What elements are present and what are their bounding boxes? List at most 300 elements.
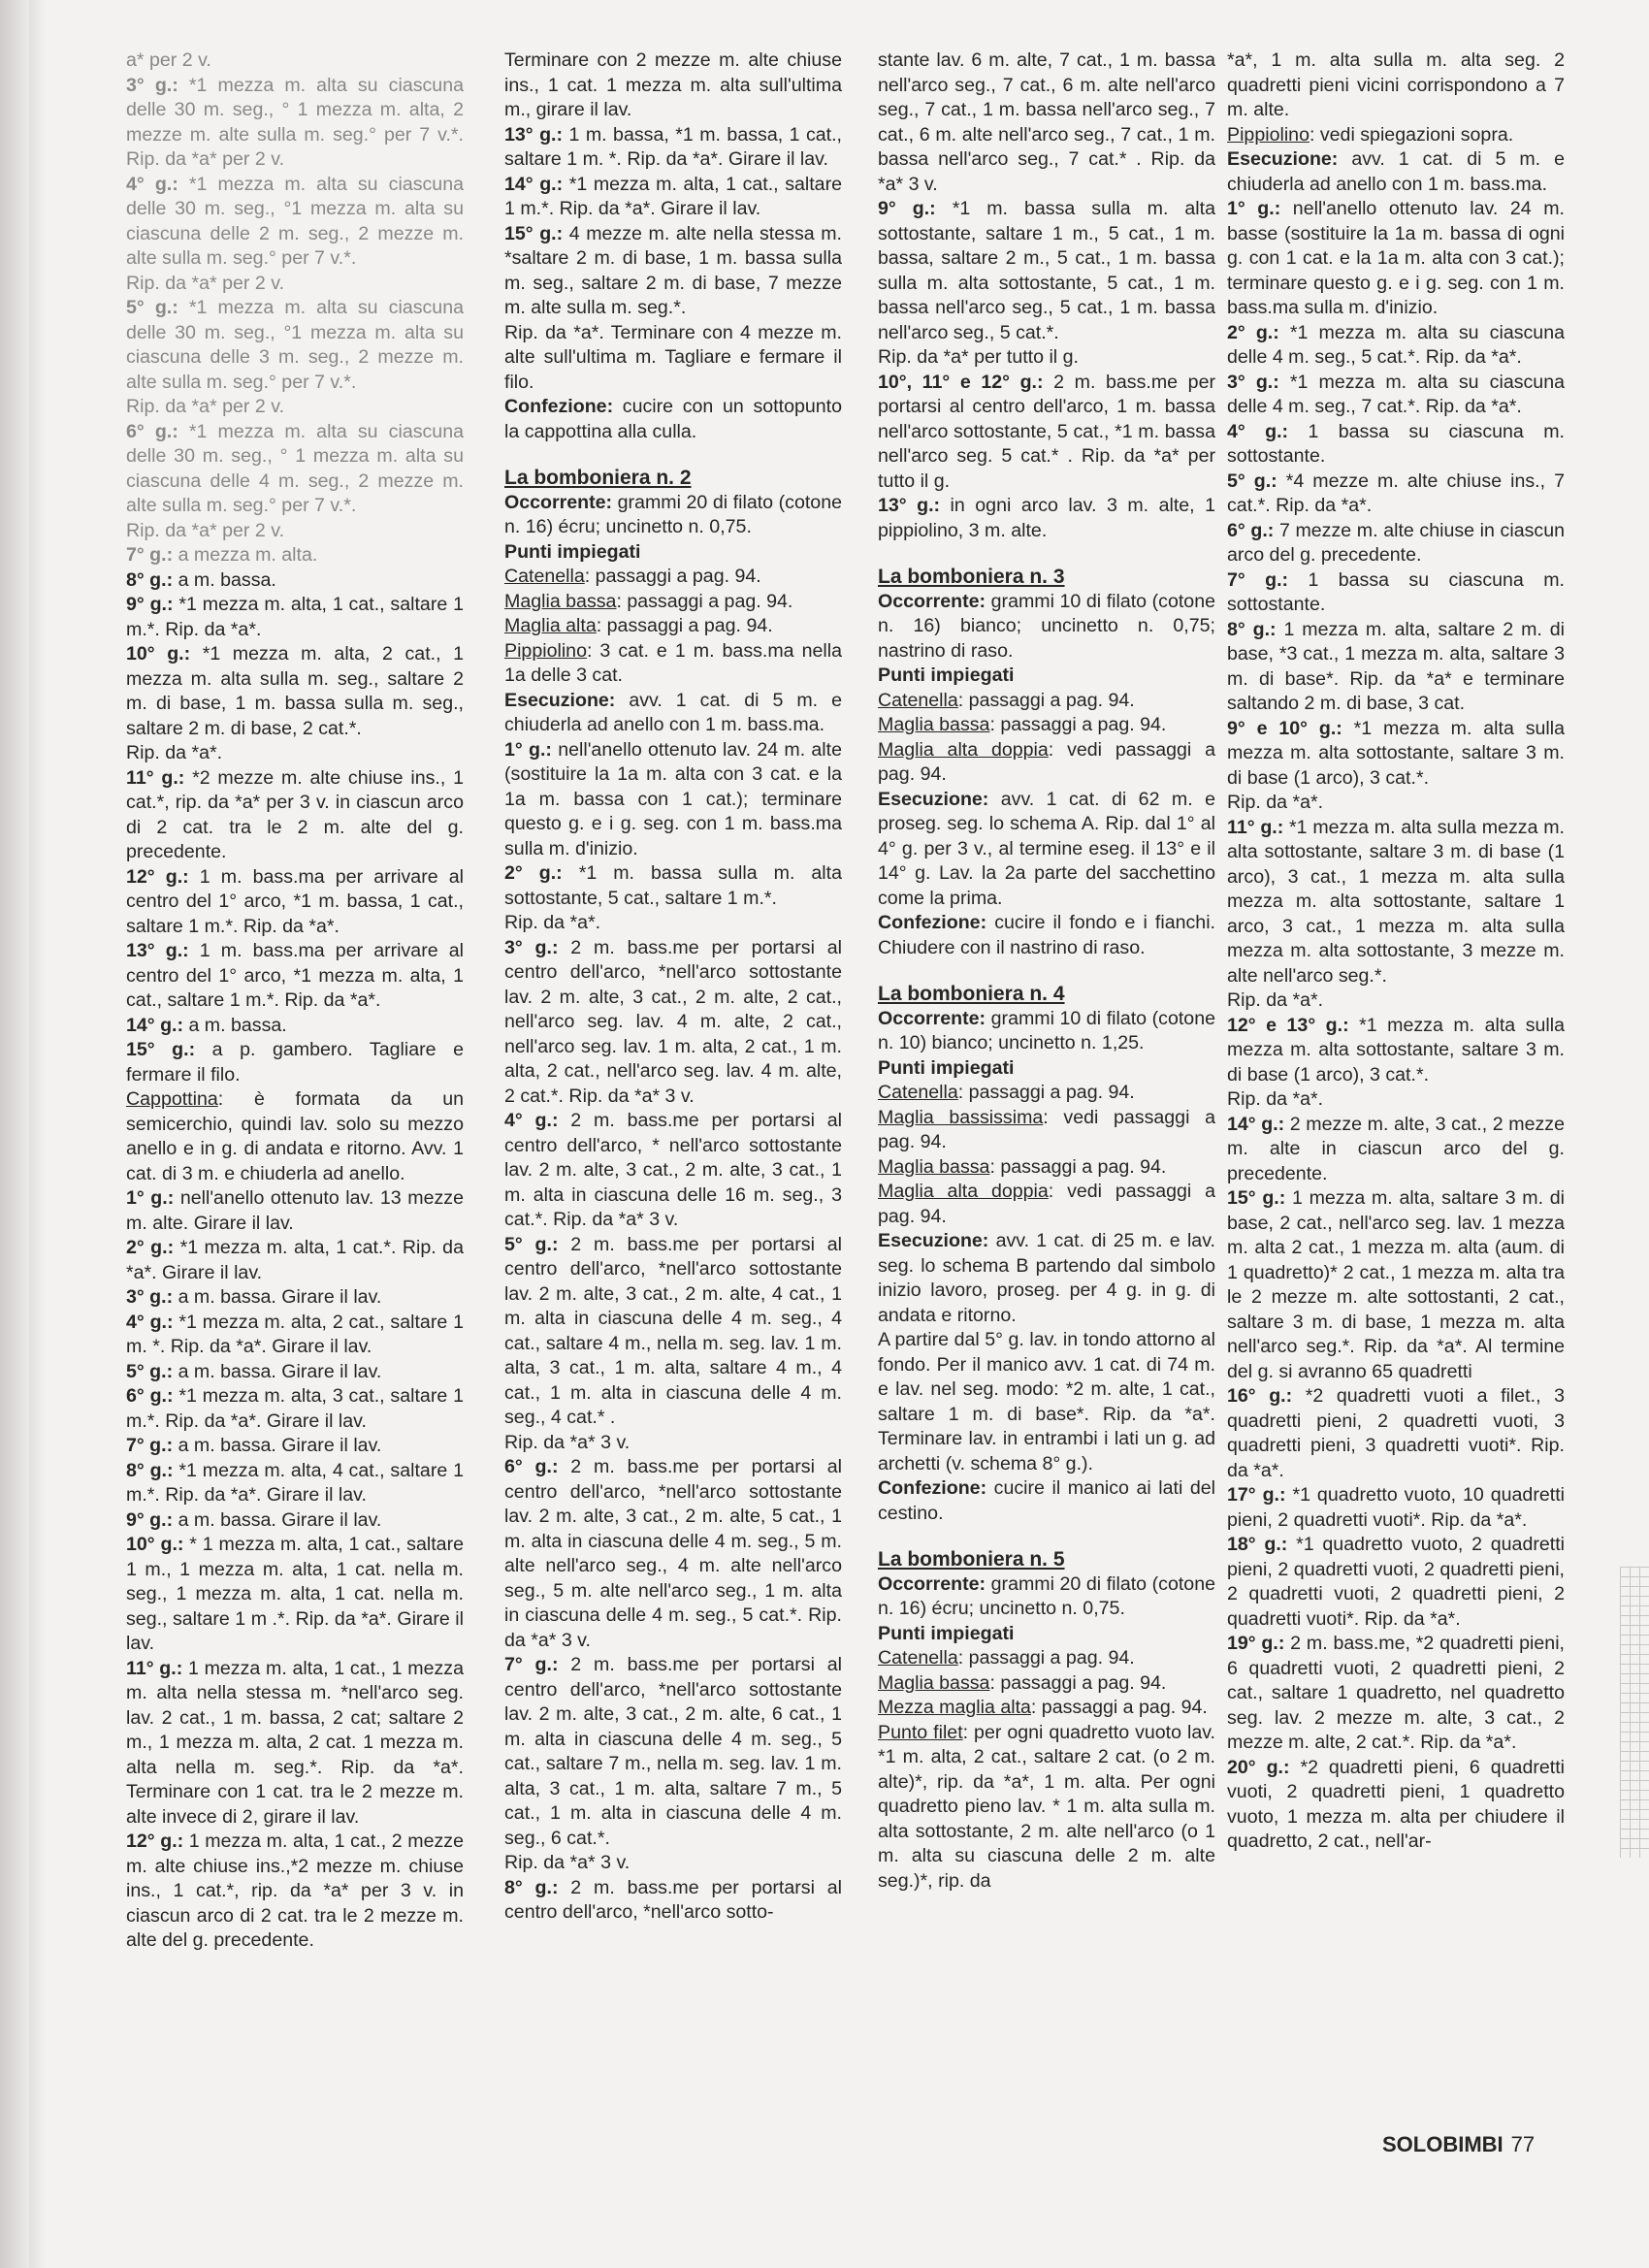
instruction-paragraph [504,123,842,173]
instruction-paragraph [126,1533,464,1657]
instruction-paragraph [504,1851,842,1876]
instruction-text: avv. 1 cat. di 62 m. e proseg. seg. lo schema A. Rip. dal 1° al 4° g. per 3 v., al termine eseg. il 13° e il 14° g. Lav. la 2a parte del sacchettino come la prima. [878,788,1215,909]
instruction-text: a m. bassa. [173,568,276,591]
instruction-text: a* per 2 v. [126,49,211,71]
instruction-text: grammi 20 di filato (cotone n. 16) écru; uncinetto n. 0,75. [878,1572,1215,1619]
instruction-paragraph [126,296,464,395]
step-label: 3° g.: [126,74,178,96]
step-label: 13° g.: [504,123,564,146]
instruction-text: a m. bassa. Girare il lav. [173,1360,382,1382]
step-label: 8° g.: [126,1459,174,1481]
instruction-text: 2 m. bass.me per portarsi al centro dell'arco, *nell'arco sottostante lav. 2 m. alte, 3 cat., 2 m. alte, 5 cat., 1 m. alta in ciascuna delle 4 m. seg., 5 m. alte nell'arco seg., 4 m. alte nell'arco seg., 5 m. alte nell'arco seg., 1 m. alta in ciascuna delle 4 m. seg., 5 cat.*. Rip. da *a* 3 v. [504,1456,842,1651]
section-heading: La bomboniera n. 4 [878,983,1065,1005]
chart-grid-edge [1620,1567,1649,1858]
instruction-paragraph [1227,321,1565,371]
instruction-text: *1 mezza m. alta su ciascuna delle 30 m. seg., °1 mezza m. alta su ciascuna delle 2 m. seg., 2 mezze m. alte sulla m. seg.° per 7 v.*. [126,173,464,269]
step-label: 5° g.: [1227,470,1277,492]
instruction-text: 1 bassa su ciascuna m. sottostante. [1227,568,1565,615]
instruction-paragraph [126,420,464,519]
step-label: 4° g.: [504,1110,559,1131]
instruction-text: 1 mezza m. alta, 1 cat., 2 mezze m. alte chiuse ins.,*2 mezze m. chiuse ins., 1 cat.*, rip. da *a* per 3 v. in ciascun arco di 2 cat. tra le 2 mezze m. alte del g. precedente. [126,1831,464,1951]
step-label: Confezione: [504,396,614,417]
instruction-paragraph [504,173,842,222]
instruction-paragraph [126,568,464,594]
instruction-paragraph [1227,988,1565,1014]
step-label: Confezione: [878,912,987,933]
instruction-paragraph [878,197,1215,345]
instruction-paragraph [126,642,464,741]
instruction-paragraph [126,1384,464,1434]
instruction-paragraph [878,1007,1215,1056]
step-label: 9° g.: [878,198,936,219]
step-label: 9° g.: [126,1508,174,1531]
instruction-text: grammi 10 di filato (cotone n. 16) bianco; uncinetto n. 0,75; nastrino di raso. [878,590,1215,662]
stitch-name: Maglia alta doppia [878,1181,1049,1202]
instruction-text: 2 m. bass.me per portarsi al centro dell'arco, *nell'arco sottostante lav. 2 m. alte, 3 cat., 2 m. alte, 4 cat., 1 m. alta in ciascuna delle 4 m. seg., 4 cat., saltare 4 m., nella m. seg. lav. 1 m. alta, 3 cat., 1 m. alta, saltare 4 m., 4 cat., 1 m. alta in ciascuna delle 4 m. seg., 4 cat.* . [504,1233,842,1428]
instruction-paragraph [504,222,842,321]
instruction-paragraph [1227,816,1565,989]
instruction-text: : vedi passaggi a pag. 94. [878,738,1215,785]
instruction-text: avv. 1 cat. di 25 m. e lav. seg. lo schema B partendo dal simbolo inizio lavoro, proseg. per 4 g. in g. di andata e ritorno. [878,1230,1215,1326]
instruction-paragraph [1227,1533,1565,1632]
instruction-text: : vedi spiegazioni sopra. [1309,123,1514,146]
instruction-text: *2 quadretti pieni, 6 quadretti vuoti, 2 quadretti pieni, 1 quadretto vuoto, 1 mezza m. alta per chiudere il quadretto, 2 cat., nell'ar- [1227,1756,1565,1852]
step-label: Esecuzione: [504,689,616,711]
instruction-paragraph [1227,791,1565,816]
instruction-paragraph [504,1876,842,1926]
instruction-text: Rip. da *a* per 2 v. [126,272,285,294]
step-label: 5° g.: [126,297,178,318]
step-label: 13° g.: [878,495,941,516]
column-2 [504,49,842,2192]
instruction-text: 2 m. bass.me per portarsi al centro dell'arco, 1 m. bassa nell'arco sottostante, 5 cat., *1 m. bassa nell'arco seg. 5 cat.* . Rip. da *a* per tutto il g. [878,371,1215,492]
instruction-text: Rip. da *a*. [126,742,223,763]
text-columns [0,49,1649,2192]
instruction-paragraph [878,590,1215,664]
instruction-text: *1 mezza m. alta, 2 cat., saltare 1 m. *. Rip. da *a*. Girare il lav. [126,1311,464,1357]
step-label: 11° g.: [126,1657,183,1679]
instruction-text: *1 mezza m. alta sulla mezza m. alta sottostante, saltare 3 m. di base (1 arco), 3 cat., 1 mezza m. alta sulla mezza m. alta sottostante, saltare 1 arco, 3 cat., 1 mezza m. alta sulla mezza m. alta sottostante, 3 mezze m. alte nell'arco seg.*. [1227,816,1565,987]
step-label: Punti impiegati [878,664,1015,686]
instruction-paragraph [504,639,842,689]
instruction-paragraph [126,1038,464,1087]
instruction-paragraph [504,49,842,123]
instruction-paragraph [1227,1014,1565,1088]
instruction-paragraph [1227,420,1565,470]
step-label: 15° g.: [126,1039,196,1060]
instruction-text: *a*, 1 m. alta sulla m. alta seg. 2 quadretti pieni vicini corrispondono a 7 m. alte. [1227,49,1565,120]
step-label: 10° g.: [126,643,191,664]
instruction-paragraph [126,593,464,642]
instruction-paragraph [504,1109,842,1233]
instruction-text: Rip. da *a*. Terminare con 4 mezze m. alte sull'ultima m. Tagliare e fermare il filo. [504,321,842,393]
section-heading: La bomboniera n. 5 [878,1548,1065,1571]
instruction-paragraph [1227,1113,1565,1187]
instruction-paragraph [878,788,1215,912]
instruction-text: *1 mezza m. alta, 1 cat., saltare 1 m.*. Rip. da *a*. [126,594,464,640]
instruction-text: *1 m. bassa sulla m. alta sottostante, 5 cat., saltare 1 m.*. [504,862,842,909]
instruction-text: cucire con un sottopunto la cappottina alla culla. [504,396,842,442]
instruction-text: nell'anello ottenuto lav. 13 mezze m. alte. Girare il lav. [126,1187,464,1234]
page-footer [1382,2132,1535,2157]
column-4 [1227,49,1565,2192]
step-label: 17° g.: [1227,1484,1286,1506]
step-label: 14° g.: [126,1014,184,1036]
step-label: 8° g.: [126,568,174,591]
instruction-paragraph [504,861,842,911]
instruction-paragraph [1227,519,1565,568]
step-label: 8° g.: [1227,618,1277,640]
instruction-text: a m. bassa. Girare il lav. [173,1435,382,1456]
instruction-paragraph [126,519,464,544]
step-label: 6° g.: [504,1456,559,1477]
stitch-name: Maglia alta doppia [878,738,1049,761]
step-label: 3° g.: [504,936,559,958]
step-label: Punti impiegati [878,1056,1015,1079]
column-3 [878,49,1215,2192]
step-label: 20° g.: [1227,1756,1290,1778]
instruction-text: 1 m. bass.ma per arrivare al centro del 1° arco, *1 mezza m. alta, 1 cat., saltare 1 m.*. Rip. da *a*. [126,940,464,1011]
stitch-name: Maglia bassa [878,714,990,735]
step-label: Confezione: [878,1477,987,1499]
step-label: 6° g.: [1227,519,1275,541]
instruction-text: 7 mezze m. alte chiuse in ciascun arco del g. precedente. [1227,519,1565,566]
step-label: 7° g.: [1227,568,1289,591]
instruction-text: *1 mezza m. alta su ciascuna delle 30 m. seg., ° 1 mezza m. alta su ciascuna delle 4 m. seg., 2 mezze m. alte sulla m. seg.° per 7 v.*. [126,420,464,516]
stitch-name: Pippiolino [504,639,587,662]
instruction-text: cucire il manico ai lati del cestino. [878,1477,1215,1524]
instruction-paragraph [878,689,1215,714]
instruction-text: 1 bassa su ciascuna m. sottostante. [1227,420,1565,467]
step-label: Occorrente: [878,1007,986,1029]
stitch-name: Cappottina [126,1088,218,1110]
section-heading: La bomboniera n. 3 [878,566,1065,588]
instruction-paragraph [126,49,464,74]
instruction-paragraph [504,614,842,639]
instruction-paragraph [878,1721,1215,1895]
step-label: 10° g.: [126,1534,184,1555]
instruction-text: a m. bassa. Girare il lav. [173,1286,382,1308]
step-label: Occorrente: [504,491,613,513]
instruction-text: *4 mezze m. alte chiuse ins., 7 cat.*. Rip. da *a*. [1227,470,1565,516]
instruction-paragraph [878,664,1215,689]
step-label: Esecuzione: [878,788,989,810]
instruction-paragraph [504,1653,842,1851]
instruction-text: stante lav. 6 m. alte, 7 cat., 1 m. bassa nell'arco seg., 7 cat., 6 m. alte nell'arco seg., 7 cat., 1 m. bassa nell'arco seg., 7 cat., 6 m. alte nell'arco seg., 7 cat., 1 m. bassa nell'arco seg., 7 cat.* . Rip. da *a* 3 v. [878,49,1215,195]
instruction-paragraph [126,1434,464,1459]
instruction-text: 2 m. bass.me per portarsi al centro dell'arco, * nell'arco sottostante lav. 2 m. alte, 3 cat., 2 m. alte, 3 cat., 1 m. alta in ciascuna delle 16 m. seg., 3 cat.*. Rip. da *a* 3 v. [504,1110,842,1230]
instruction-paragraph [504,590,842,615]
step-label: 1° g.: [126,1187,175,1209]
instruction-text: a mezza m. alta. [173,544,318,566]
instruction-text: *1 mezza m. alta, 3 cat., saltare 1 m.*. Rip. da *a*. Girare il lav. [126,1385,464,1432]
instruction-text: : passaggi a pag. 94. [957,1647,1135,1669]
instruction-text: *1 quadretto vuoto, 10 quadretti pieni, 2 quadretti vuoti*. Rip. da *a*. [1227,1484,1565,1531]
section-heading: La bomboniera n. 2 [504,467,692,489]
instruction-text: : per ogni quadretto vuoto lav. *1 m. alta, 2 cat., saltare 2 cat. (o 2 m. alte)*, rip. da *a*, 1 m. alta. Per ogni quadretto pieno lav. * 1 m. alta sulla m. alta sottostante, 2 m. alte nell'arco (o 1 m. alta su ciascuna delle 2 m. alte seg.)*, rip. da [878,1721,1215,1892]
step-label: 7° g.: [126,544,174,566]
column-1 [126,49,464,2192]
instruction-text: *1 mezza m. alta, 2 cat., 1 mezza m. alta sulla m. seg., saltare 2 m. di base, 1 m. bassa sulla m. seg., saltare 2 m. di base, 2 cat.*. [126,643,464,739]
instruction-paragraph [1227,1483,1565,1533]
step-label: 5° g.: [126,1360,174,1382]
instruction-text: *1 m. bassa sulla m. alta sottostante, saltare 1 m., 5 cat., 1 m. bassa, saltare 2 m., 5 cat., 1 m. bassa sulla m. alta sottostante, 5 cat., 1 m. bassa nell'arco seg., 5 cat., 1 m. bassa nell'arco seg., 5 cat.*. [878,198,1215,343]
instruction-paragraph [878,494,1215,543]
instruction-text: Rip. da *a* 3 v. [504,1431,630,1453]
instruction-paragraph [504,395,842,444]
instruction-paragraph [126,766,464,865]
step-label: 11° g.: [126,766,185,789]
instruction-paragraph [878,1056,1215,1082]
instruction-paragraph [1227,371,1565,420]
stitch-name: Catenella [878,689,958,711]
stitch-name: Mezza maglia alta [878,1697,1031,1718]
step-label: Occorrente: [878,590,986,612]
instruction-paragraph [504,911,842,936]
instruction-paragraph [878,1229,1215,1328]
instruction-paragraph [126,1830,464,1954]
instruction-text: *1 mezza m. alta sulla mezza m. alta sottostante, saltare 3 m. di base (1 arco), 3 cat.*. [1227,717,1565,789]
instruction-text: Terminare con 2 mezze m. alte chiuse ins., 1 cat. 1 mezza m. alta sull'ultima m., girare il lav. [504,49,842,120]
step-label: 4° g.: [126,1311,174,1333]
instruction-text: : passaggi a pag. 94. [957,1082,1135,1103]
step-label: 14° g.: [504,173,564,195]
instruction-paragraph [1227,1186,1565,1384]
instruction-paragraph [504,936,842,1110]
instruction-paragraph [1227,717,1565,792]
instruction-paragraph [1227,49,1565,123]
instruction-paragraph [504,1233,842,1431]
instruction-paragraph [878,345,1215,371]
instruction-paragraph [1227,147,1565,197]
instruction-paragraph [126,1360,464,1385]
instruction-paragraph [126,1285,464,1311]
instruction-paragraph [878,1671,1215,1697]
instruction-paragraph [878,49,1215,197]
instruction-paragraph [878,1081,1215,1106]
instruction-text: 4 mezze m. alte nella stessa m. *saltare 2 m. di base, 1 m. bassa sulla m. seg., saltare 2 m. di base, 7 mezze m. alte sulla m. seg.*. [504,222,842,318]
instruction-text: 2 m. bass.me per portarsi al centro dell'arco, *nell'arco sotto- [504,1876,842,1923]
step-label: Esecuzione: [878,1230,989,1251]
instruction-paragraph [1227,568,1565,618]
step-label: 3° g.: [126,1286,174,1308]
instruction-paragraph [126,395,464,420]
step-label: 15° g.: [1227,1187,1286,1209]
stitch-name: Catenella [878,1647,958,1669]
stitch-name: Maglia bassa [504,590,617,612]
instruction-paragraph [878,911,1215,960]
instruction-text: a p. gambero. Tagliare e fermare il filo. [126,1039,464,1085]
instruction-text: 1 m. bassa, *1 m. bassa, 1 cat., saltare 1 m. *. Rip. da *a*. Girare il lav. [504,123,842,170]
instruction-text: *2 quadretti vuoti a filet., 3 quadretti pieni, 2 quadretti vuoti, 3 quadretti pieni, 3 quadretti vuoti*. Rip. da *a*. [1227,1385,1565,1481]
instruction-text: *1 mezza m. alta su ciascuna delle 4 m. seg., 5 cat.*. Rip. da *a*. [1227,321,1565,368]
instruction-paragraph [126,543,464,568]
step-label: 9° g.: [126,594,174,615]
instruction-text: a m. bassa. Girare il lav. [173,1508,382,1531]
instruction-paragraph [878,1106,1215,1155]
instruction-paragraph [878,713,1215,738]
step-label: 19° g.: [1227,1633,1285,1654]
instruction-text: : 3 cat. e 1 m. bass.ma nella 1a delle 3 cat. [504,639,842,686]
instruction-paragraph [504,1455,842,1653]
instruction-text: *2 mezze m. alte chiuse ins., 1 cat.*, rip. da *a* per 3 v. in ciascun arco di 2 cat. tra le 2 m. alte del g. precedente. [126,766,464,862]
instruction-text: : vedi passaggi a pag. 94. [878,1181,1215,1227]
instruction-paragraph [1227,1756,1565,1855]
instruction-text: Rip. da *a* per tutto il g. [878,346,1079,368]
step-label: 13° g.: [126,940,189,961]
instruction-paragraph [878,1180,1215,1229]
instruction-paragraph [878,371,1215,495]
step-label: Punti impiegati [878,1622,1015,1644]
instruction-paragraph [1227,618,1565,717]
instruction-paragraph [504,491,842,540]
instruction-text: : passaggi a pag. 94. [1030,1697,1208,1718]
instruction-text: 2 m. bass.me per portarsi al centro dell'arco, *nell'arco sottostante lav. 2 m. alte, 3 cat., 2 m. alte, 2 cat., nell'arco seg. lav. 4 m. alte, 2 cat., nell'arco seg. lav. 1 m. alta, 2 cat., 1 m. alta, 2 cat., nell'arco seg. lav. 4 m. alte, 2 cat.*. Rip. da *a* 3 v. [504,936,842,1107]
instruction-text: Rip. da *a*. [1227,989,1324,1011]
instruction-text: * 1 mezza m. alta, 1 cat., saltare 1 m., 1 mezza m. alta, 1 cat. nella m. seg., 1 mezza m. alta, 1 cat. nella m. seg., saltare 1 m .*. Rip. da *a*. Girare il lav. [126,1534,464,1654]
step-label: Esecuzione: [1227,148,1339,170]
step-label: Punti impiegati [504,540,641,563]
instruction-paragraph [878,1572,1215,1622]
step-label: 9° e 10° g.: [1227,717,1342,739]
step-label: 18° g.: [1227,1534,1288,1555]
step-label: 7° g.: [504,1654,559,1675]
instruction-text: Rip. da *a*. [504,912,601,933]
instruction-text: *1 mezza m. alta su ciascuna delle 30 m. seg., °1 mezza m. alta su ciascuna delle 3 m. seg., 2 mezze m. alte sulla m. seg.° per 7 v.*. [126,297,464,393]
instruction-text: : vedi passaggi a pag. 94. [878,1106,1215,1152]
instruction-text: *1 mezza m. alta su ciascuna delle 4 m. seg., 7 cat.*. Rip. da *a*. [1227,371,1565,417]
instruction-text: : passaggi a pag. 94. [596,615,773,636]
instruction-text: Rip. da *a* per 2 v. [126,396,285,417]
instruction-paragraph [504,738,842,862]
instruction-text: *1 mezza m. alta, 4 cat., saltare 1 m.*. Rip. da *a*. Girare il lav. [126,1459,464,1506]
step-label: 2° g.: [1227,321,1279,343]
step-label: 12° g.: [126,865,189,888]
instruction-paragraph [1227,1384,1565,1483]
instruction-paragraph [126,272,464,297]
instruction-paragraph [126,1459,464,1508]
stitch-name: Maglia alta [504,615,597,636]
instruction-text: in ogni arco lav. 3 m. alte, 1 pippiolino, 3 m. alte. [878,495,1215,541]
instruction-text: 2 m. bass.me per portarsi al centro dell'arco, *nell'arco sottostante lav. 2 m. alte, 3 cat., 2 m. alte, 6 cat., 1 m. alta in ciascuna delle 4 m. seg., 5 cat., saltare 7 m., nella m. seg. lav. 1 m. alta, 3 cat., 1 m. alta, saltare 7 m., 5 cat., 1 m. alta in ciascuna delle 4 m. seg., 6 cat.*. [504,1654,842,1849]
instruction-paragraph [878,1155,1215,1181]
step-label: 14° g.: [1227,1113,1285,1135]
instruction-paragraph [878,1328,1215,1476]
instruction-paragraph [126,1508,464,1534]
instruction-paragraph [126,173,464,272]
instruction-paragraph [126,939,464,1014]
instruction-paragraph [504,540,842,566]
instruction-paragraph [126,1311,464,1360]
instruction-paragraph [126,1657,464,1831]
instruction-text: : passaggi a pag. 94. [616,590,793,612]
instruction-text: cucire il fondo e i fianchi. Chiudere con il nastrino di raso. [878,912,1215,958]
instruction-paragraph [1227,197,1565,321]
instruction-text: Rip. da *a*. [1227,792,1324,813]
stitch-name: Maglia bassissima [878,1106,1044,1128]
step-label: 10°, 11° e 12° g.: [878,371,1044,393]
instruction-text: nell'anello ottenuto lav. 24 m. alte (sostituire la 1a m. alta con 3 cat. e la 1a m. bassa con 1 cat.); terminare questo g. e i g. seg. con 1 m. bass.ma sulla m. d'inizio. [504,738,842,859]
stitch-name: Maglia bassa [878,1155,990,1178]
instruction-paragraph [504,1431,842,1456]
step-label: 12° e 13° g.: [1227,1014,1349,1036]
instruction-paragraph [126,1087,464,1186]
step-label: 1° g.: [504,738,552,761]
instruction-paragraph [878,1646,1215,1671]
instruction-text: Rip. da *a* 3 v. [504,1852,630,1873]
instruction-text: *1 quadretto vuoto, 2 quadretti pieni, 2 quadretti vuoti, 2 quadretti pieni, 2 quadretti vuoti, 2 quadretti pieni, 2 quadretti vuoti*. Rip. da *a*. [1227,1534,1565,1630]
instruction-paragraph [878,738,1215,788]
step-label: 15° g.: [504,222,564,244]
instruction-text: 1 mezza m. alta, saltare 3 m. di base, 2 cat., nell'arco seg. lav. 1 mezza m. alta 2 cat., 1 mezza m. alta (aum. di 1 quadretto)* 2 cat., 1 mezza m. alta tra le 2 mezze m. alte sottostanti, 2 cat., saltare 3 m. di base, 1 mezza m. alta nell'arco seg.*. Rip. da *a*. Al termine del g. si avranno 65 quadretti [1227,1187,1565,1382]
instruction-text: avv. 1 cat. di 5 m. e chiuderla ad anello con 1 m. bass.ma. [504,689,842,735]
instruction-text: avv. 1 cat. di 5 m. e chiuderla ad anello con 1 m. bass.ma. [1227,148,1565,195]
step-label: 8° g.: [504,1876,559,1898]
instruction-text: : passaggi a pag. 94. [989,1155,1167,1178]
instruction-text: 2 m. bass.me, *2 quadretti pieni, 6 quadretti vuoti, 2 quadretti pieni, 2 cat., saltare 1 quadretto, nel quadretto seg. lav. 2 mezze m. alte, 3 cat., 2 mezze m. alte, 2 cat.*. Rip. da *a*. [1227,1633,1565,1753]
instruction-paragraph [126,1186,464,1236]
instruction-paragraph [126,865,464,940]
step-label: 11° g.: [1227,816,1284,838]
instruction-text: : passaggi a pag. 94. [584,566,761,587]
step-label: 4° g.: [126,173,178,195]
instruction-text: *1 mezza m. alta, 1 cat.*. Rip. da *a*. Girare il lav. [126,1237,464,1283]
step-label: 6° g.: [126,420,178,442]
step-label: 4° g.: [1227,420,1289,442]
instruction-text: 1 m. bass.ma per arrivare al centro del 1° arco, *1 m. bassa, 1 cat., saltare 1 m.*. Rip. da *a*. [126,865,464,937]
instruction-text: *1 mezza m. alta su ciascuna delle 30 m. seg., ° 1 mezza m. alta, 2 mezze m. alte sulla m. seg.° per 7 v.*. Rip. da *a* per 2 v. [126,74,464,170]
step-label: 7° g.: [126,1435,174,1456]
instruction-paragraph [504,689,842,738]
instruction-paragraph [1227,123,1565,148]
step-label: 2° g.: [126,1237,175,1258]
stitch-name: Catenella [504,566,585,587]
instruction-text: nell'anello ottenuto lav. 24 m. basse (sostituire la 1a m. bassa di ogni g. con 1 cat. e la 1a m. alta con 3 cat.); terminare questo g. e i g. seg. con 1 m. bass.ma sulla m. d'inizio. [1227,198,1565,318]
instruction-paragraph [878,1622,1215,1647]
instruction-text: a m. bassa. [183,1014,287,1036]
instruction-text: Rip. da *a*. [1227,1088,1324,1110]
instruction-paragraph [878,1696,1215,1721]
instruction-paragraph [504,565,842,590]
step-label: 16° g.: [1227,1385,1293,1407]
instruction-text: : passaggi a pag. 94. [957,689,1135,711]
instruction-text: *1 mezza m. alta sulla mezza m. alta sottostante, saltare 3 m. di base (1 arco), 3 cat.*. [1227,1014,1565,1085]
page-number: 77 [1510,2132,1536,2156]
instruction-text: grammi 10 di filato (cotone n. 10) bianco; uncinetto n. 1,25. [878,1007,1215,1053]
step-label: 3° g.: [1227,371,1279,393]
stitch-name: Maglia bassa [878,1671,990,1694]
instruction-paragraph [504,321,842,396]
instruction-paragraph [1227,1632,1565,1756]
instruction-text: : passaggi a pag. 94. [989,1671,1167,1694]
stitch-name: Punto filet [878,1721,963,1743]
stitch-name: Pippiolino [1227,123,1310,146]
instruction-paragraph [1227,470,1565,519]
instruction-text: *1 mezza m. alta, 1 cat., saltare 1 m.*. Rip. da *a*. Girare il lav. [504,173,842,219]
instruction-text: A partire dal 5° g. lav. in tondo attorno al fondo. Per il manico avv. 1 cat. di 74 m. e lav. nel seg. modo: *2 m. alte, 1 cat., saltare 1 m. di base*. Rip. da *a*. Terminare lav. in entrambi i lati un g. ad archetti (v. schema 8° g.). [878,1329,1215,1474]
step-label: Occorrente: [878,1572,986,1595]
step-label: 1° g.: [1227,198,1281,219]
step-label: 6° g.: [126,1385,174,1407]
instruction-paragraph [878,1476,1215,1526]
instruction-text: : passaggi a pag. 94. [989,714,1167,735]
step-label: 5° g.: [504,1233,559,1255]
instruction-text: grammi 20 di filato (cotone n. 16) écru; uncinetto n. 0,75. [504,491,842,537]
instruction-text: 1 mezza m. alta, 1 cat., 1 mezza m. alta nella stessa m. *nell'arco seg. lav. 2 cat., 1 m. bassa, 2 cat; saltare 2 m., 1 mezza m. alta, 2 cat. 1 mezza m. alta nella m. seg.*. Rip. da *a*. Terminare con 1 cat. tra le 2 mezze m. alte invece di 2, girare il lav. [126,1657,464,1828]
instruction-paragraph [126,1014,464,1039]
step-label: 12° g.: [126,1831,184,1852]
instruction-text: 1 mezza m. alta, saltare 2 m. di base, *3 cat., 1 mezza m. alta, saltare 3 m. di base*. Rip. da *a* e terminare saltando 2 m. di base, 3 cat. [1227,618,1565,714]
